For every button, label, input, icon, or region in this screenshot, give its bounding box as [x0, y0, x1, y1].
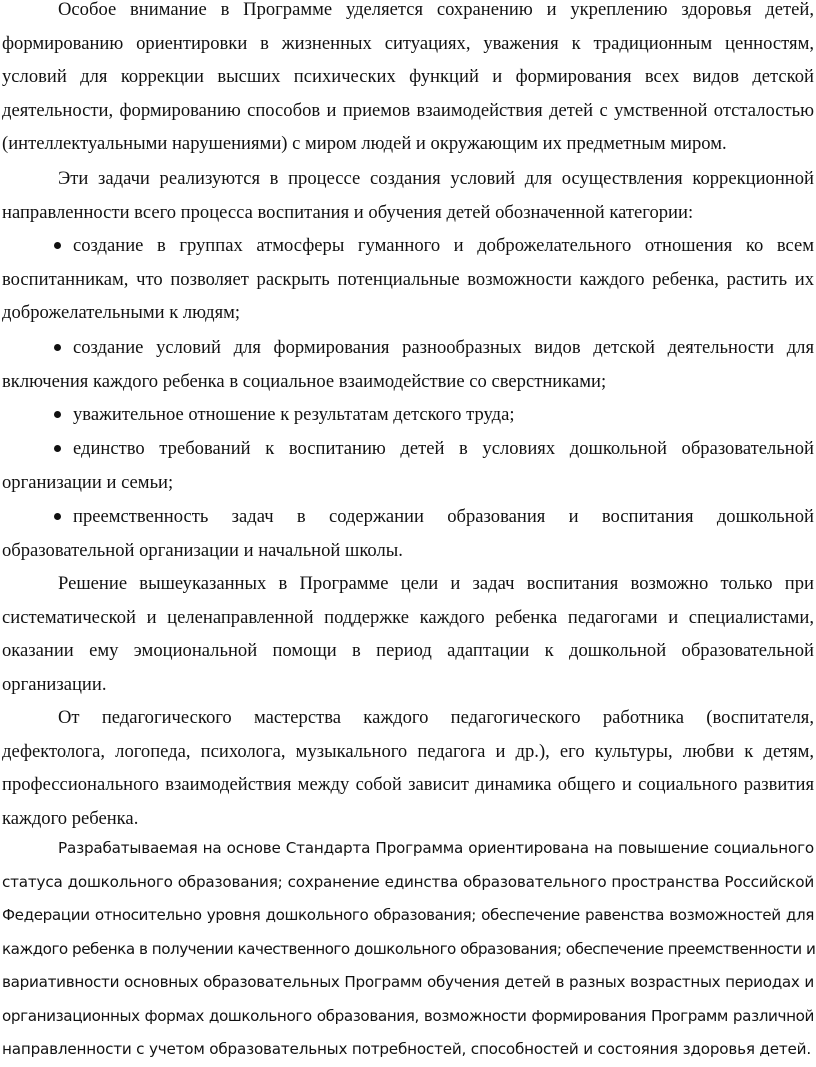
- bullet-icon: [54, 242, 61, 249]
- paragraph-standard-program: [2, 832, 814, 1067]
- bullet-item-atmosphere: [2, 229, 814, 330]
- text-line: организационных формах дошкольного образования, возможности формирования Программ различной: [2, 1006, 814, 1025]
- bullet-item-respect: [2, 398, 814, 432]
- text-line: образовательной организации и начальной школы.: [2, 539, 403, 561]
- text-line: статуса дошкольного образования; сохранение единства образовательного пространства Российской: [2, 872, 814, 891]
- text-line: доброжелательными к людям;: [2, 302, 241, 323]
- text-line: Решение вышеуказанных в Программе цели и задач воспитания возможно только при: [58, 573, 814, 594]
- text-line: Разрабатываемая на основе Стандарта Программа ориентирована на повышение социального: [58, 839, 814, 857]
- text-line: включения каждого ребенка в социальное взаимодействие со сверстниками;: [2, 370, 607, 392]
- text-line: Федерации относительно уровня дошкольного образования; обеспечение равенства возможностей для: [2, 906, 814, 924]
- text-line: оказании ему эмоциональной помощи в период адаптации к дошкольной образовательной: [2, 640, 814, 661]
- text-line: организации и семьи;: [2, 471, 174, 493]
- text-line: От педагогического мастерства каждого педагогического работника (воспитателя,: [58, 707, 814, 728]
- text-line: формированию ориентировки в жизненных ситуациях, уважения к традиционным ценностям,: [2, 32, 814, 54]
- paragraph-health-focus: [2, 0, 814, 161]
- text-line: (интеллектуальными нарушениями) с миром людей и окружающим их предметным миром.: [2, 133, 727, 154]
- bullet-icon: [54, 513, 61, 520]
- text-line: организации.: [2, 673, 107, 695]
- text-line: деятельности, формированию способов и приемов взаимодействия детей с умственной отсталостью: [2, 99, 814, 121]
- bullet-item-continuity: [2, 500, 814, 567]
- text-line: уважительное отношение к результатам детского труда;: [2, 398, 814, 432]
- text-line: профессионального взаимодействия между собой зависит динамика общего и социального развития: [2, 774, 814, 795]
- paragraph-solution: [2, 567, 814, 701]
- text-line: дефектолога, логопеда, психолога, музыкального педагога и др.), его культуры, любви к детям,: [2, 740, 814, 762]
- paragraph-pedagogical-skill: [2, 701, 814, 835]
- text-line: каждого ребенка в получении качественного дошкольного образования; обеспечение преемственности и: [2, 939, 816, 958]
- text-line: каждого ребенка.: [2, 807, 139, 829]
- text-line: систематической и целенаправленной поддержке каждого ребенка педагогами и специалистами,: [2, 606, 814, 628]
- text-line: создание в группах атмосферы гуманного и доброжелательного отношения ко всем: [2, 229, 814, 263]
- bullet-icon: [54, 411, 61, 418]
- text-line: создание условий для формирования разнообразных видов детской деятельности для: [2, 331, 814, 365]
- text-line: преемственность задач в содержании образования и воспитания дошкольной: [2, 500, 814, 534]
- text-line: направленности всего процесса воспитания и обучения детей обозначенной категории:: [2, 201, 694, 223]
- text-line: направленности с учетом образовательных потребностей, способностей и состояния здоровья детей.: [2, 1040, 811, 1058]
- bullet-icon: [54, 445, 61, 452]
- text-line: Эти задачи реализуются в процессе создания условий для осуществления коррекционной: [58, 168, 814, 189]
- paragraph-tasks-intro: [2, 162, 814, 229]
- text-line: вариативности основных образовательных Программ обучения детей в разных возрастных периодах и: [2, 973, 814, 991]
- bullet-icon: [54, 344, 61, 351]
- text-line: единство требований к воспитанию детей в условиях дошкольной образовательной: [2, 432, 814, 466]
- bullet-item-unity: [2, 432, 814, 499]
- bullet-item-activities: [2, 331, 814, 398]
- text-line: условий для коррекции высших психических функций и формирования всех видов детской: [2, 66, 814, 87]
- text-line: воспитанникам, что позволяет раскрыть потенциальные возможности каждого ребенка, растить их: [2, 268, 814, 290]
- text-line: Особое внимание в Программе уделяется сохранению и укреплению здоровья детей,: [58, 0, 814, 20]
